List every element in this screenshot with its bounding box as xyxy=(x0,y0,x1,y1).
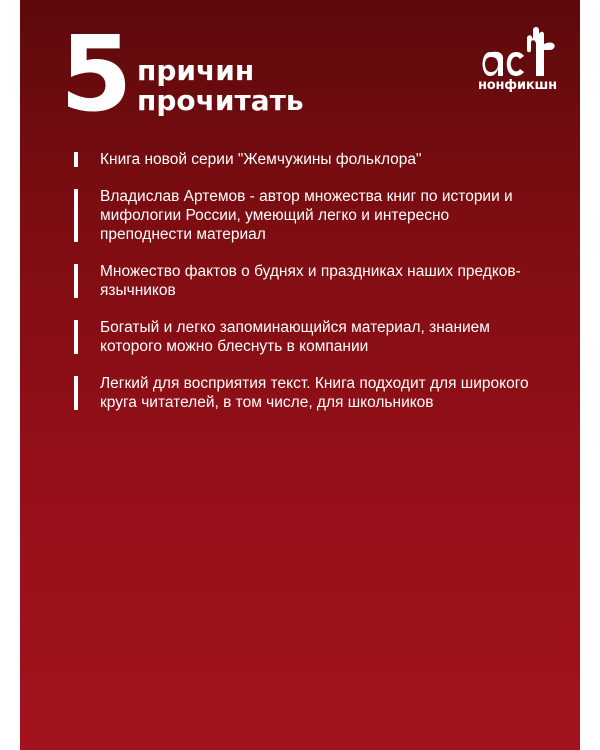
reason-text: Легкий для восприятия текст. Книга подходит для широкого круга читателей, в том числе, для школьников xyxy=(100,375,529,411)
title-line-1: причин xyxy=(137,54,255,87)
bullet-bar xyxy=(74,189,78,242)
bullet-bar xyxy=(74,152,78,167)
list-item xyxy=(74,318,544,356)
bullet-bar xyxy=(74,376,78,410)
bullet-bar xyxy=(74,320,78,354)
publisher-imprint: нонфикшн xyxy=(478,78,557,93)
reason-text: Книга новой серии "Жемчужины фольклора" xyxy=(100,151,422,168)
list-item xyxy=(74,187,544,244)
title-line-2: прочитать xyxy=(137,84,304,117)
page-title xyxy=(137,56,304,116)
promo-card xyxy=(20,0,580,750)
ast-logo-icon xyxy=(476,22,566,82)
reason-text: Богатый и легко запоминающийся материал, знанием которого можно блеснуть в компании xyxy=(100,319,490,355)
bullet-bar xyxy=(74,264,78,298)
reasons-count: 5 xyxy=(60,13,131,135)
list-item xyxy=(74,262,544,300)
list-item xyxy=(74,150,544,169)
reasons-list xyxy=(74,150,544,430)
list-item xyxy=(74,374,544,412)
reason-text: Множество фактов о буднях и праздниках наших предков-язычников xyxy=(100,263,521,299)
reason-text: Владислав Артемов - автор множества книг по истории и мифологии России, умеющий легко и интересно преподнести материал xyxy=(100,188,513,243)
